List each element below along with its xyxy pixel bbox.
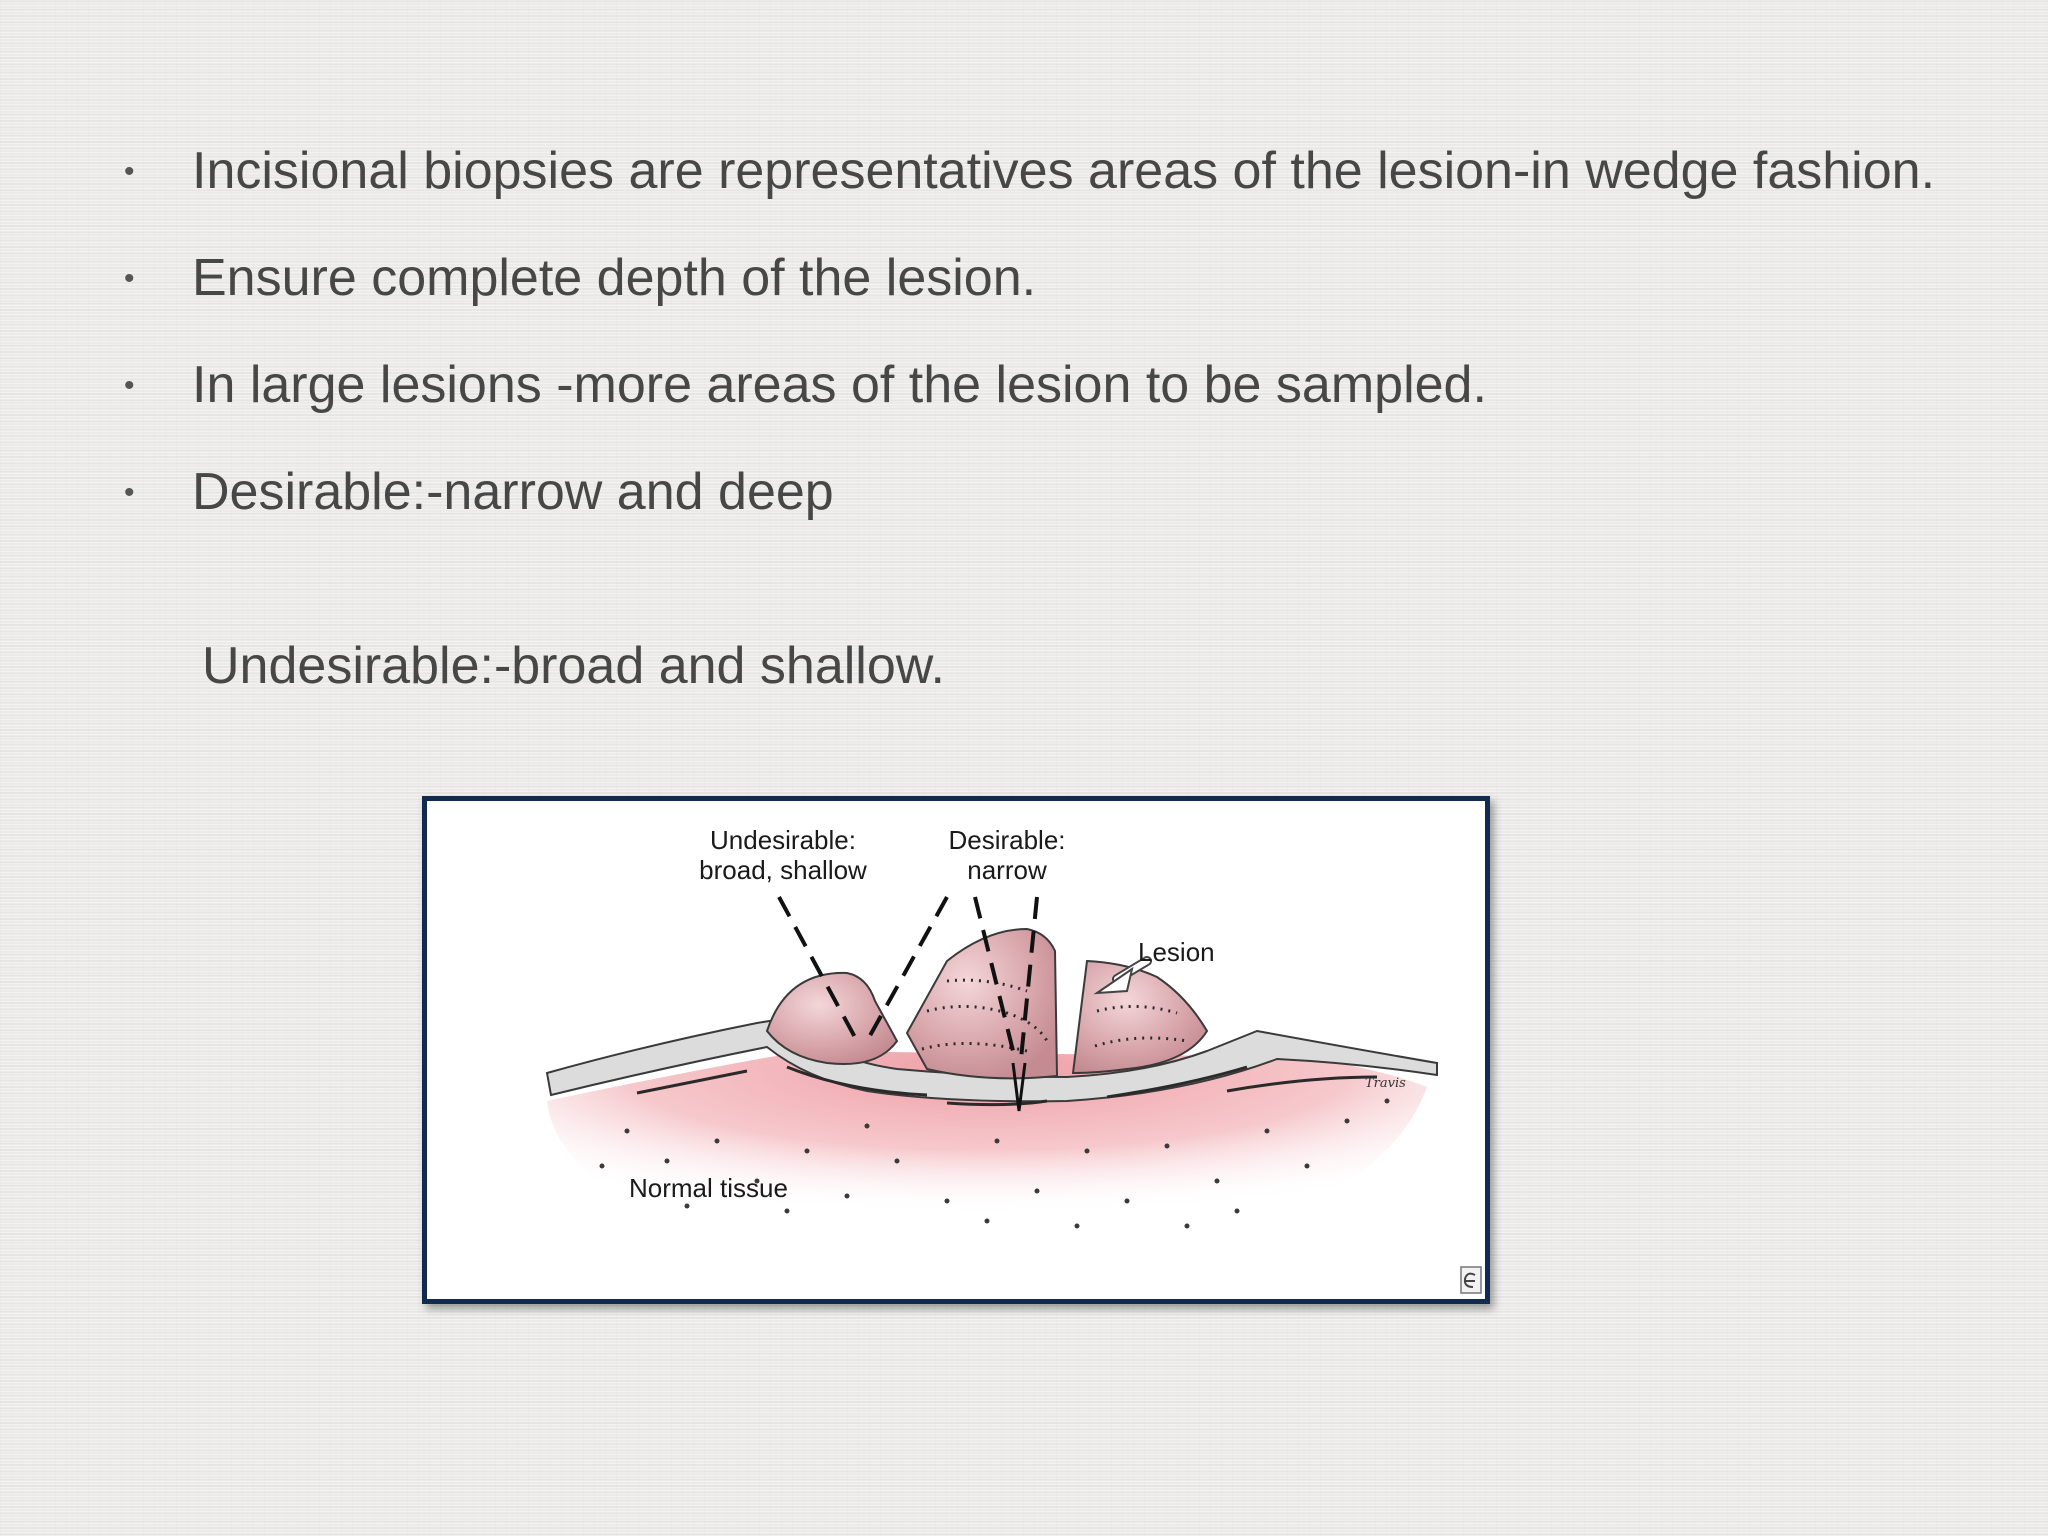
bullet-item-2 [0, 245, 2048, 312]
bullet-continuation-text: Undesirable:-broad and shallow. [202, 637, 945, 695]
bullet-text-2: Ensure complete depth of the lesion. [192, 249, 1037, 307]
publisher-logo-icon [1461, 1267, 1481, 1293]
artist-signature: Travis [1365, 1076, 1406, 1091]
bullet-text-3: In large lesions -more areas of the lesion to be sampled. [192, 356, 1487, 414]
label-undesirable-line1: Undesirable: [710, 825, 856, 855]
bullet-item-3 [0, 352, 2048, 419]
bullet-item-4 [0, 459, 2048, 526]
label-undesirable-line2: broad, shallow [699, 855, 867, 885]
biopsy-illustration [427, 801, 1485, 1299]
bullet-dot-icon: • [124, 476, 135, 509]
label-desirable-line2: narrow [967, 855, 1047, 885]
label-lesion: Lesion [1138, 937, 1215, 967]
bullet-dot-icon: • [124, 262, 135, 295]
bullet-dot-icon: • [124, 369, 135, 402]
lesion-center-mass [907, 929, 1057, 1078]
bullet-dot-icon: • [124, 155, 135, 188]
bullet-list [0, 138, 2048, 566]
bullet-item-1 [0, 138, 2048, 205]
label-normal-tissue: Normal tissue [629, 1173, 788, 1203]
label-desirable-line1: Desirable: [948, 825, 1066, 855]
bullet-text-1: Incisional biopsies are representatives areas of the lesion-in wedge fashion. [192, 142, 1936, 200]
bullet-text-4: Desirable:-narrow and deep [192, 463, 834, 521]
biopsy-figure [422, 796, 1490, 1304]
